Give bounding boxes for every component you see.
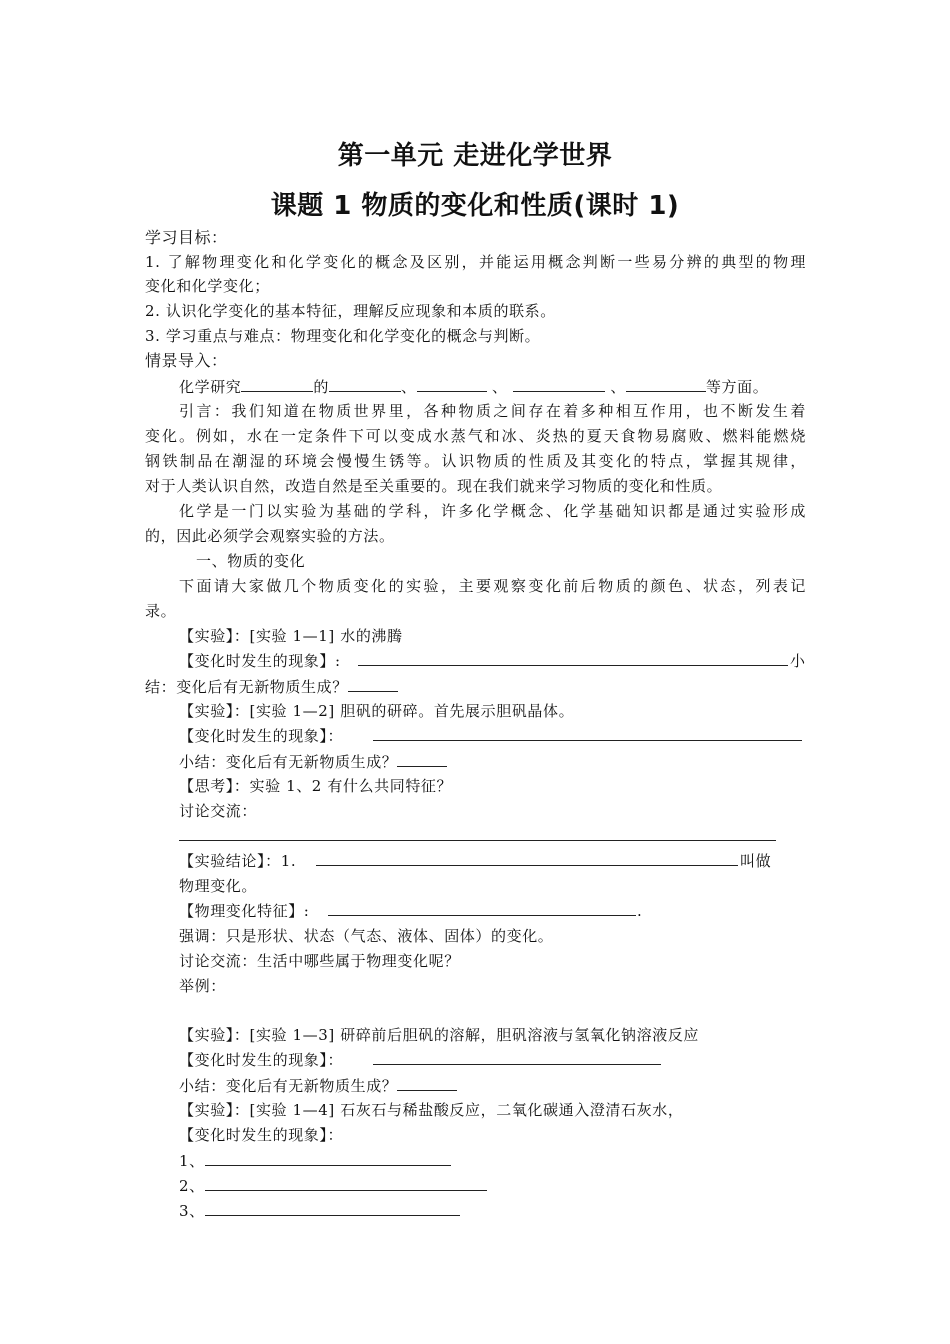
- research-blank-2[interactable]: [329, 376, 401, 392]
- research-text-f: 等方面。: [705, 378, 769, 396]
- discussion-2: 讨论交流：生活中哪些属于物理变化呢？: [179, 952, 460, 970]
- summary-1-blank[interactable]: [348, 676, 398, 692]
- conclusion-label: 【实验结论】：1.: [179, 852, 297, 870]
- phenomenon-3-label: 【变化时发生的现象】：: [179, 1051, 344, 1069]
- item-2-label: 2、: [179, 1177, 205, 1195]
- research-blank-1[interactable]: [241, 376, 313, 392]
- conclusion-tail: 叫做: [740, 852, 772, 870]
- think-prompt: 【思考】：实验 1、2 有什么共同特征？: [179, 777, 453, 795]
- item-1-blank[interactable]: [205, 1150, 451, 1166]
- phenomenon-4-item-3: [179, 1200, 460, 1221]
- conclusion-line2: 物理变化。: [179, 877, 258, 895]
- research-blank-3[interactable]: [417, 376, 487, 392]
- item-2-blank[interactable]: [205, 1175, 487, 1191]
- item-1-label: 1、: [179, 1152, 205, 1170]
- discussion-1-blank[interactable]: [179, 840, 776, 841]
- research-text-d: 、: [486, 378, 513, 396]
- conclusion-blank[interactable]: [316, 865, 738, 866]
- phenomenon-4-label: 【变化时发生的现象】：: [179, 1126, 344, 1144]
- summary-3-blank[interactable]: [397, 1075, 457, 1091]
- objective-1-line2: 变化和化学变化；: [145, 277, 270, 295]
- research-text-a: 化学研究: [179, 378, 242, 396]
- phenomenon-2-label: 【变化时发生的现象】：: [179, 727, 344, 745]
- item-3-label: 3、: [179, 1202, 205, 1220]
- phenomenon-4-item-2: [179, 1175, 487, 1196]
- phenomenon-1-tail: 小: [790, 652, 806, 670]
- research-blank-4[interactable]: [513, 376, 605, 392]
- objectives-heading: 学习目标：: [145, 228, 228, 247]
- research-text-b: 的: [313, 378, 330, 396]
- research-text-e: 、: [604, 378, 626, 396]
- objective-2: 2. 认识化学变化的基本特征，理解反应现象和本质的联系。: [145, 302, 556, 320]
- intro-p1-line2: 变化。例如，水在一定条件下可以变成水蒸气和冰、炎热的夏天食物易腐败、燃料能燃烧: [145, 427, 806, 445]
- research-blank-5[interactable]: [626, 376, 706, 392]
- experiment-3: 【实验】：[实验 1—3] 研碎前后胆矾的溶解，胆矾溶液与氢氧化钠溶液反应: [179, 1026, 700, 1044]
- summary-2-row: [179, 751, 447, 772]
- discussion-1-label: 讨论交流：: [179, 802, 258, 820]
- section1-intro-line1: 下面请大家做几个物质变化的实验，主要观察变化前后物质的颜色、状态，列表记: [179, 577, 806, 595]
- summary-2-blank[interactable]: [397, 751, 447, 767]
- intro-p1-line3: 钢铁制品在潮湿的环境会慢慢生锈等。认识物质的性质及其变化的特点，掌握其规律，: [145, 452, 806, 470]
- summary-3-row: [179, 1075, 457, 1096]
- intro-p2-line2: 的，因此必须学会观察实验的方法。: [145, 527, 395, 545]
- item-3-blank[interactable]: [205, 1200, 460, 1216]
- lesson-title: 课题 1 物质的变化和性质(课时 1): [270, 191, 680, 221]
- intro-p1-line4: 对于人类认识自然，改造自然是至关重要的。现在我们就来学习物质的变化和性质。: [145, 477, 723, 495]
- feature-label: 【物理变化特征】:: [179, 902, 310, 920]
- examples-label: 举例：: [179, 977, 226, 995]
- experiment-4: 【实验】：[实验 1—4] 石灰石与稀盐酸反应，二氧化碳通入澄清石灰水，: [179, 1101, 684, 1119]
- experiment-1: 【实验】：[实验 1—1] 水的沸腾: [179, 627, 403, 645]
- phenomenon-4-item-1: [179, 1150, 451, 1171]
- summary-1-label: 结：变化后有无新物质生成？: [145, 678, 348, 696]
- objective-1-line1: 1. 了解物理变化和化学变化的概念及区别，并能运用概念判断一些易分辨的典型的物理: [145, 253, 806, 271]
- experiment-2: 【实验】：[实验 1—2] 胆矾的研碎。首先展示胆矾晶体。: [179, 702, 575, 720]
- research-fill-line: [179, 376, 768, 397]
- summary-2-label: 小结：变化后有无新物质生成？: [179, 753, 398, 771]
- phenomenon-1-row: [179, 651, 341, 671]
- section1-intro-line2: 录。: [145, 602, 177, 620]
- unit-title: 第一单元 走进化学世界: [337, 141, 613, 171]
- intro-heading: 情景导入：: [145, 351, 228, 370]
- section1-heading: 一、物质的变化: [196, 552, 306, 570]
- summary-1-row: [145, 676, 398, 697]
- emphasis-note: 强调：只是形状、状态（气态、液体、固体）的变化。: [179, 927, 554, 945]
- phenomenon-3-blank[interactable]: [373, 1064, 661, 1065]
- phenomenon-2-blank[interactable]: [373, 740, 802, 741]
- feature-tail: .: [637, 902, 643, 920]
- research-text-c: 、: [401, 378, 417, 396]
- intro-p1-line1: 引言：我们知道在物质世界里，各种物质之间存在着多种相互作用，也不断发生着: [179, 402, 806, 420]
- summary-3-label: 小结：变化后有无新物质生成？: [179, 1077, 398, 1095]
- objective-3: 3. 学习重点与难点：物理变化和化学变化的概念与判断。: [145, 327, 541, 345]
- feature-blank[interactable]: [328, 915, 636, 916]
- phenomenon-1-blank[interactable]: [358, 665, 788, 666]
- intro-p2-line1: 化学是一门以实验为基础的学科，许多化学概念、化学基础知识都是通过实验形成: [179, 502, 806, 520]
- phenomenon-1-label: 【变化时发生的现象】:: [179, 652, 341, 670]
